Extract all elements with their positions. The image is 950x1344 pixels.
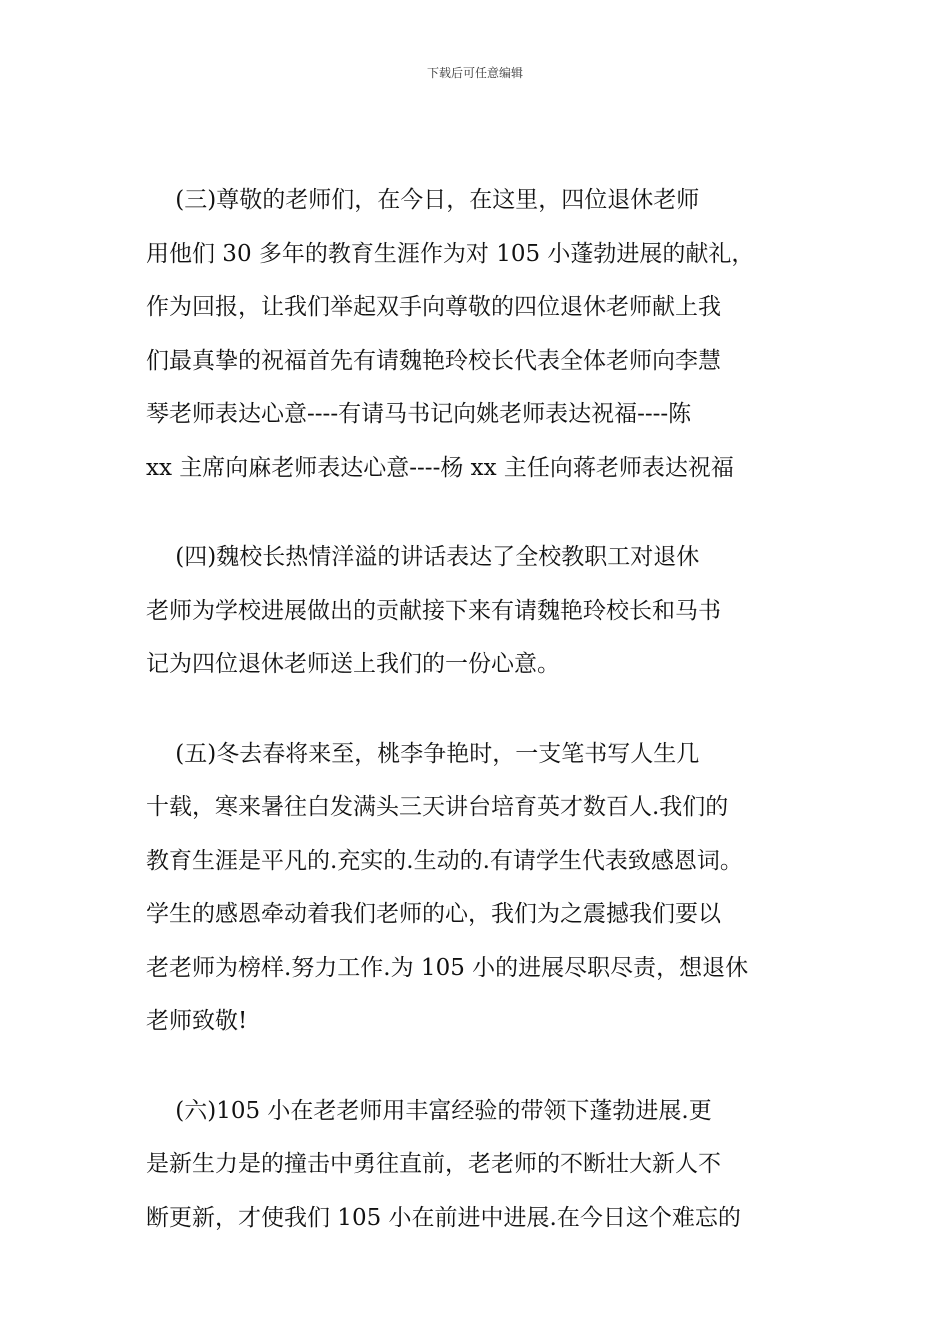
text-line: (四)魏校长热情洋溢的讲话表达了全校教职工对退休	[146, 544, 700, 570]
text-line: 是新生力是的撞击中勇往直前，老老师的不断壮大新人不	[146, 1151, 721, 1177]
text-line: 十载，寒来暑往白发满头三天讲台培育英才数百人.我们的	[146, 794, 729, 820]
text-line: 老老师为榜样.努力工作.为 105 小的进展尽职尽责，想退休	[146, 954, 749, 981]
text-line: 老师为学校进展做出的贡献接下来有请魏艳玲校长和马书	[146, 597, 721, 624]
paragraph-6	[146, 1085, 816, 1246]
paragraph-spacer	[146, 692, 816, 728]
text-line: 琴老师表达心意----有请马书记向姚老师表达祝福----陈	[146, 401, 692, 427]
paragraph-5	[146, 728, 816, 1049]
paragraph-3	[146, 174, 816, 495]
document-body	[146, 174, 816, 1245]
text-line: 老师致敬!	[146, 1008, 248, 1034]
text-line: (六)105 小在老老师用丰富经验的带领下蓬勃进展.更	[146, 1097, 712, 1124]
text-line: (三)尊敬的老师们，在今日，在这里，四位退休老师	[146, 187, 700, 213]
paragraph-spacer	[146, 495, 816, 531]
text-line: 们最真挚的祝福首先有请魏艳玲校长代表全体老师向李慧	[146, 347, 721, 374]
text-line: 断更新，才使我们 105 小在前进中进展.在今日这个难忘的	[146, 1204, 741, 1231]
text-line: 学生的感恩牵动着我们老师的心，我们为之震撼我们要以	[146, 901, 721, 927]
text-line: 教育生涯是平凡的.充实的.生动的.有请学生代表致感恩词。	[146, 847, 743, 874]
text-line: 用他们 30 多年的教育生涯作为对 105 小蓬勃进展的献礼，	[146, 240, 755, 267]
page-header-note: 下载后可任意编辑	[426, 66, 523, 80]
text-line: (五)冬去春将来至，桃李争艳时，一支笔书写人生几	[146, 740, 700, 767]
text-line: 作为回报，让我们举起双手向尊敬的四位退休老师献上我	[146, 294, 721, 320]
paragraph-spacer	[146, 1049, 816, 1085]
paragraph-4	[146, 531, 816, 692]
text-line: xx 主席向麻老师表达心意----杨 xx 主任向蒋老师表达祝福	[146, 454, 734, 481]
text-line: 记为四位退休老师送上我们的一份心意。	[146, 651, 560, 677]
